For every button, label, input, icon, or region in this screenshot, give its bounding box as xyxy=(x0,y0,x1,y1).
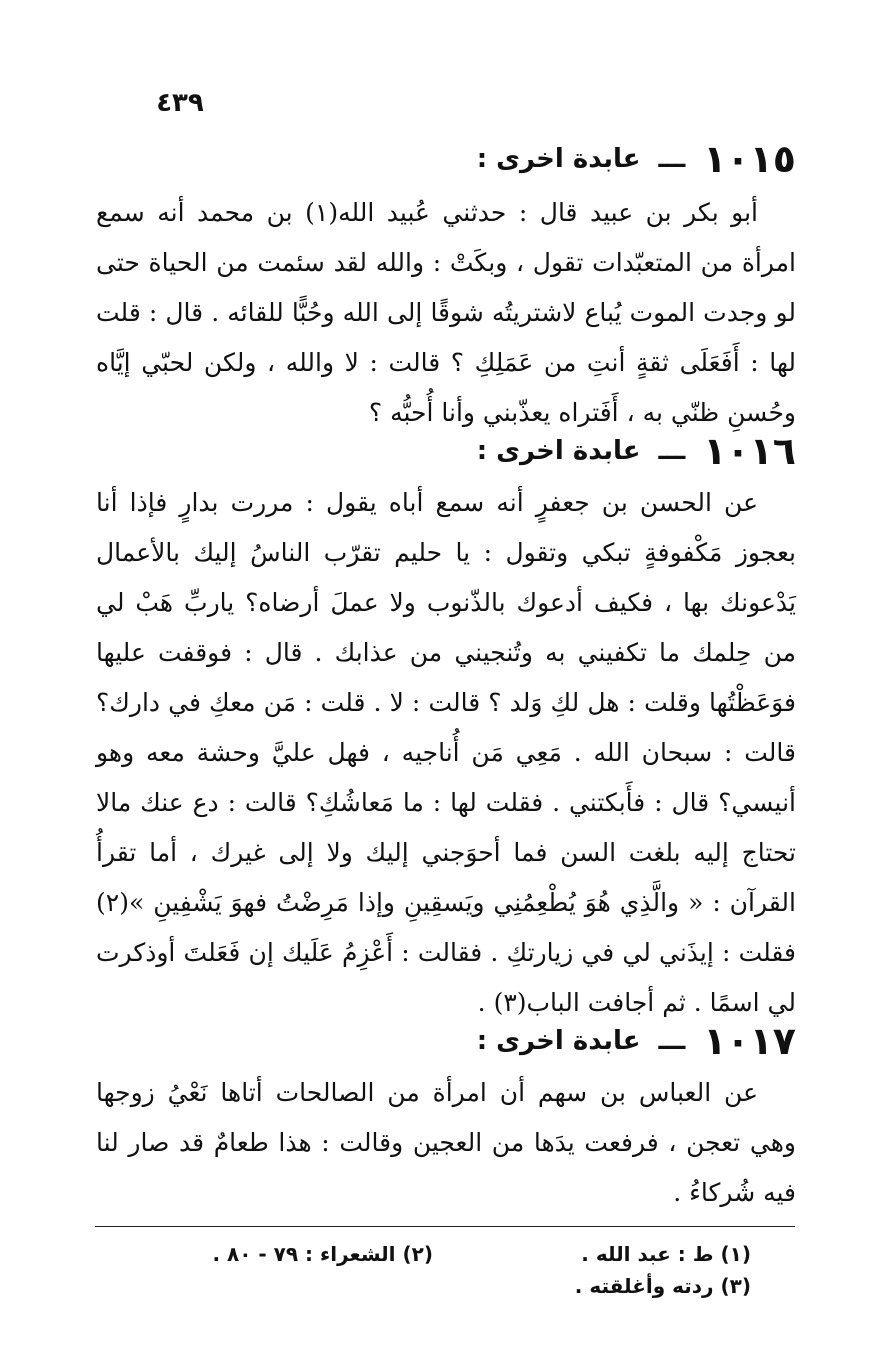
footnote-2: (٢) الشعراء : ٧٩ - ٨٠ . xyxy=(212,1242,433,1266)
section-dash: ـــ xyxy=(658,1026,686,1056)
footnote-divider xyxy=(95,1226,795,1227)
section-heading-1016 xyxy=(96,429,796,473)
section-paragraph-1015: أبو بكر بن عبيد قال : حدثني عُبيد الله(١) بن محمد أنه سمع امرأة من المتعبّدات تقول ، وبكَتْ : والله لقد سئمت من الحياة حتى لو وجدت الموت يُباع لاشتريتُه شوقًا إلى الله وحُبًّا للقائه . قال : قلت لها : أَفَعَلَى ثقةٍ أنتِ من عَمَلِكِ ؟ قالت : لا والله ، ولكن لحبّي إيَّاه وحُسنِ ظنّي به ، أَفَتراه يعذّبني وأنا أُحبُّه ؟ xyxy=(96,198,796,427)
footnote-1: (١) ط : عبد الله . xyxy=(581,1242,751,1266)
section-number: ١٠١٧ xyxy=(703,1019,796,1063)
section-dash: ـــ xyxy=(658,144,686,174)
section-paragraph-1016: عن الحسن بن جعفرٍ أنه سمع أباه يقول : مررت بدارٍ فإذا أنا بعجوز مَكْفوفةٍ تبكي وتقول : يا حليم تقرّب الناسُ إليك بالأعمال يَدْعونك بها ، فكيف أدعوك بالذّنوب ولا عملَ أرضاه؟ ياربِّ هَبْ لي من حِلمك ما تكفيني به وتُنجيني من عذابك . قال : فوقفت عليها فوَعَظْتُها وقلت : هل لكِ وَلد ؟ قالت : لا . قلت : مَن معكِ في دارك؟ قالت : سبحان الله . مَعِي مَن أُناجيه ، فهل عليَّ وحشة معه وهو أنيسي؟ قال : فأَبكتني . فقلت لها : ما مَعاشُكِ؟ قالت : دع عنك مالا تحتاج إليه بلغت السن فما أحوَجني إليك ولا إلى غيرك ، أما تقرأُ القرآن : « والَّذِي هُوَ يُطْعِمُنِي ويَسقِينِ وإذا مَرِضْتُ فهوَ يَشْفِينِ »(٢) فقلت : إيذَني لي في زيارتكِ . فقالت : أَعْزِمُ عَلَيك إن فَعَلتَ أوذكرت لي اسمًا . ثم أجافت الباب(٣) . xyxy=(96,488,796,1017)
section-number: ١٠١٦ xyxy=(703,429,796,473)
section-title: عابدة اخرى : xyxy=(476,1026,641,1056)
footnote-3: (٣) ردته وأغلقته . xyxy=(574,1274,751,1298)
section-dash: ـــ xyxy=(658,436,686,466)
section-paragraph-1017: عن العباس بن سهم أن امرأة من الصالحات أتاها نَعْيُ زوجها وهي تعجن ، فرفعت يدَها من العجين وقالت : هذا طعامٌ قد صار لنا فيه شُركاءُ . xyxy=(96,1078,796,1207)
page-number: ٤٣٩ xyxy=(156,88,204,118)
section-title: عابدة اخرى : xyxy=(476,144,641,174)
section-title: عابدة اخرى : xyxy=(476,436,641,466)
section-number: ١٠١٥ xyxy=(703,137,796,181)
section-heading-1015 xyxy=(96,137,796,181)
section-heading-1017 xyxy=(96,1019,796,1063)
